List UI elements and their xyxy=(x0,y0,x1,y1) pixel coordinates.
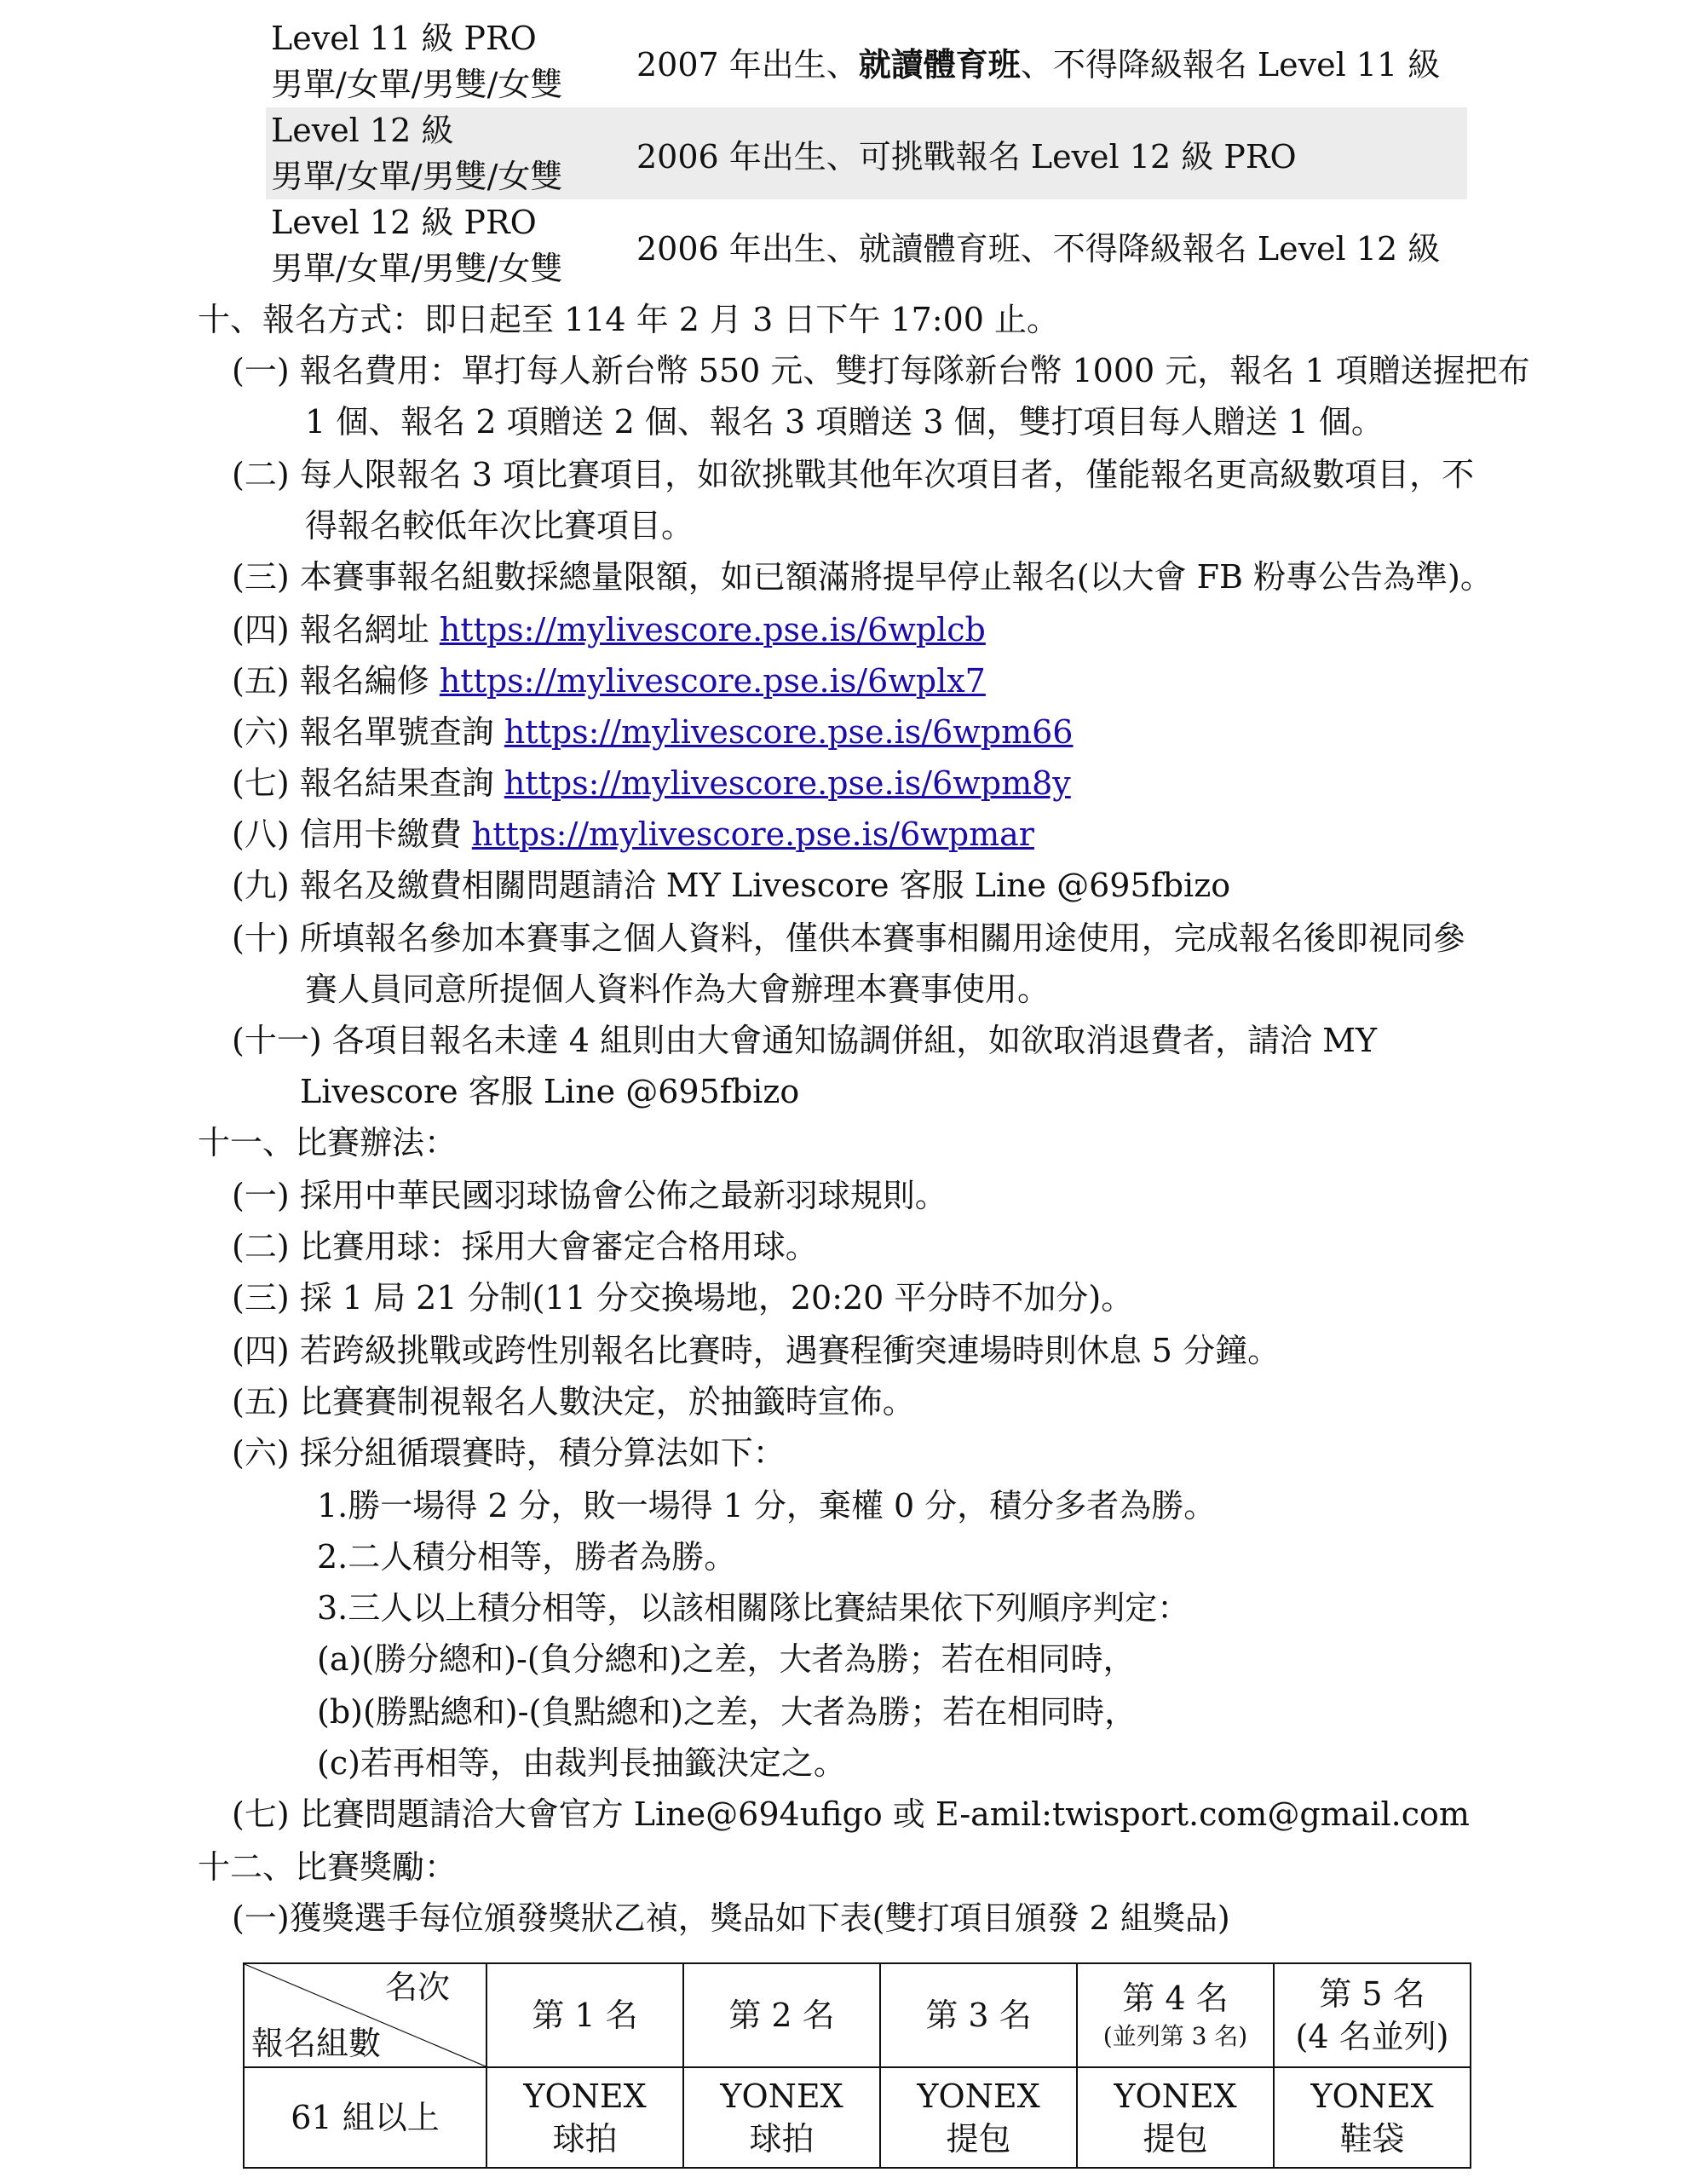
section-heading: 十一、比賽辦法： xyxy=(198,1124,458,1161)
rank-header-cell: 第 1 名 xyxy=(486,1963,683,2067)
list-item: (b)(勝點總和)-(負點總和)之差，大者為勝；若在相同時， xyxy=(317,1693,1137,1731)
prize-table xyxy=(243,1962,1471,2169)
list-item: (十一) 各項目報名未達 4 組則由大會通知協調併組，如欲取消退費者，請洽 MY xyxy=(232,1022,1378,1059)
prize-cell: YONEX 提包 xyxy=(1077,2067,1274,2168)
credit-card-payment-link[interactable]: https://mylivescore.pse.is/6wpmar xyxy=(471,815,1034,853)
list-item: (四) 若跨級挑戰或跨性別報名比賽時，遇賽程衝突連場時則休息 5 分鐘。 xyxy=(232,1332,1281,1369)
list-item: 2.二人積分相等，勝者為勝。 xyxy=(317,1538,737,1576)
corner-header-cell xyxy=(244,1963,486,2067)
list-item: Livescore 客服 Line @695fbizo xyxy=(300,1073,800,1110)
level-note: 2006 年出生、就讀體育班、不得降級報名 Level 12 級 xyxy=(636,229,1441,268)
list-item: (三) 本賽事報名組數採總量限額，如已額滿將提早停止報名(以大會 FB 粉專公告為準)。 xyxy=(232,558,1493,596)
list-item: (一)獲獎選手每位頒發獎狀乙禎，獎品如下表(雙打項目頒發 2 組獎品) xyxy=(232,1899,1230,1937)
edit-registration-link[interactable]: https://mylivescore.pse.is/6wplx7 xyxy=(439,662,986,700)
level-note: 2007 年出生、 就讀體育班 、不得降級報名 Level 11 級 xyxy=(636,44,1441,84)
level-row xyxy=(266,15,1467,107)
level-events: 男單/女單/男雙/女雙 xyxy=(271,66,563,103)
list-item: (一) 報名費用：單打每人新台幣 550 元、雙打每隊新台幣 1000 元，報名 1 項贈送握把布 xyxy=(232,352,1530,389)
list-item: (二) 比賽用球：採用大會審定合格用球。 xyxy=(232,1228,818,1265)
table-header-row xyxy=(244,1963,1471,2067)
list-item: (七) 比賽問題請洽大會官方 Line@694ufigo 或 E-amil:twisport.com@gmail.com xyxy=(232,1795,1470,1833)
list-item: 3.三人以上積分相等，以該相關隊比賽結果依下列順序判定： xyxy=(317,1589,1190,1627)
list-item: 1.勝一場得 2 分，敗一場得 1 分，棄權 0 分，積分多者為勝。 xyxy=(317,1487,1217,1524)
rank-header-cell: 第 2 名 xyxy=(683,1963,880,2067)
list-item: (一) 採用中華民國羽球協會公佈之最新羽球規則。 xyxy=(232,1177,947,1214)
section-heading: 十二、比賽獎勵： xyxy=(198,1848,458,1886)
rank-header-cell: 第 3 名 xyxy=(880,1963,1077,2067)
level-name: Level 12 級 PRO xyxy=(271,204,537,241)
table-row xyxy=(244,2067,1471,2168)
link-item-order-lookup: (六) 報名單號查詢 https://mylivescore.pse.is/6wpm66 xyxy=(232,713,1074,751)
list-item: (五) 比賽賽制視報名人數決定，於抽籤時宣佈。 xyxy=(232,1383,915,1420)
level-events: 男單/女單/男雙/女雙 xyxy=(271,250,563,287)
list-item: (九) 報名及繳費相關問題請洽 MY Livescore 客服 Line @695fbizo xyxy=(232,867,1231,904)
prize-cell: YONEX 球拍 xyxy=(486,2067,683,2168)
list-item: (三) 採 1 局 21 分制(11 分交換場地，20:20 平分時不加分)。 xyxy=(232,1279,1134,1317)
link-item-payment: (八) 信用卡繳費 https://mylivescore.pse.is/6wpmar xyxy=(232,815,1034,853)
level-row xyxy=(266,199,1467,291)
list-item: (十) 所填報名參加本賽事之個人資料，僅供本賽事相關用途使用，完成報名後即視同參 xyxy=(232,919,1465,957)
link-item-result-lookup: (七) 報名結果查詢 https://mylivescore.pse.is/6wpm8y xyxy=(232,764,1071,802)
group-count-cell: 61 組以上 xyxy=(244,2067,486,2168)
list-item: (c)若再相等，由裁判長抽籤決定之。 xyxy=(317,1744,846,1782)
prize-cell: YONEX 提包 xyxy=(880,2067,1077,2168)
level-row xyxy=(266,107,1467,199)
level-events: 男單/女單/男雙/女雙 xyxy=(271,158,563,195)
registration-link[interactable]: https://mylivescore.pse.is/6wplcb xyxy=(439,611,986,648)
level-note: 2006 年出生、可挑戰報名 Level 12 級 PRO xyxy=(636,137,1297,176)
list-item: (六) 採分組循環賽時，積分算法如下： xyxy=(232,1434,786,1472)
link-item-edit: (五) 報名編修 https://mylivescore.pse.is/6wplx7 xyxy=(232,662,986,700)
rank-header-label: 名次 xyxy=(384,1968,450,2006)
order-lookup-link[interactable]: https://mylivescore.pse.is/6wpm66 xyxy=(504,713,1074,751)
list-item: (二) 每人限報名 3 項比賽項目，如欲挑戰其他年次項目者，僅能報名更高級數項目，不 xyxy=(232,456,1475,493)
list-item: 1 個、報名 2 項贈送 2 個、報名 3 項贈送 3 個，雙打項目每人贈送 1 個。 xyxy=(305,403,1384,441)
result-lookup-link[interactable]: https://mylivescore.pse.is/6wpm8y xyxy=(504,764,1071,802)
list-item: 得報名較低年次比賽項目。 xyxy=(305,507,694,545)
level-name: Level 11 級 PRO xyxy=(271,20,537,57)
rank-header-cell: 第 5 名 (4 名並列) xyxy=(1274,1963,1471,2067)
list-item: 賽人員同意所提個人資料作為大會辦理本賽事使用。 xyxy=(305,971,1051,1008)
link-item-registration: (四) 報名網址 https://mylivescore.pse.is/6wplcb xyxy=(232,611,986,648)
level-name: Level 12 級 xyxy=(271,112,454,149)
group-count-header-label: 報名組數 xyxy=(251,2025,382,2062)
prize-cell: YONEX 鞋袋 xyxy=(1274,2067,1471,2168)
rank-header-cell: 第 4 名 (並列第 3 名) xyxy=(1077,1963,1274,2067)
section-heading: 十、報名方式：即日起至 114 年 2 月 3 日下午 17:00 止。 xyxy=(198,301,1060,338)
prize-cell: YONEX 球拍 xyxy=(683,2067,880,2168)
list-item: (a)(勝分總和)-(負分總和)之差，大者為勝；若在相同時， xyxy=(317,1640,1136,1678)
